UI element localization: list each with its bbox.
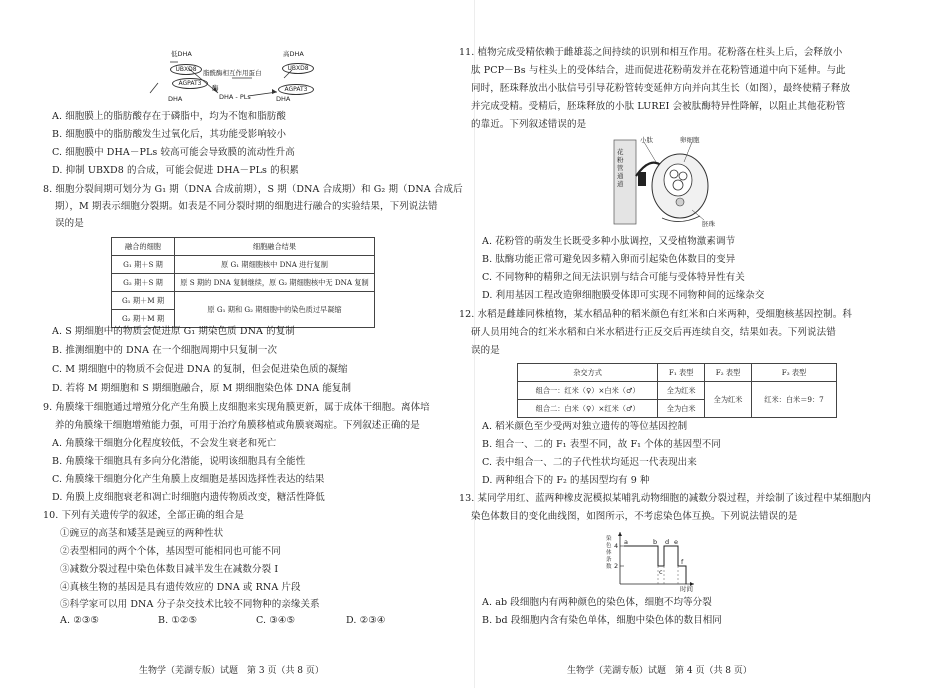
right-page bbox=[459, 0, 950, 688]
q11-egg-cell-label: 卵细胞 bbox=[680, 136, 700, 144]
q11-option-a: A. 花粉管的萌发生长既受多种小肽调控，又受植物激素调节 bbox=[482, 236, 736, 247]
q8-row2-result: 原 S 期的 DNA 复制继续，原 G₂ 期细胞核中无 DNA 复制 bbox=[175, 274, 375, 292]
q8-table bbox=[111, 237, 375, 328]
q11-text-line-1: 11. 植物完成受精依赖于雌雄蕊之间持续的识别和相互作用。花粉落在柱头上后，会释放小 bbox=[459, 47, 843, 58]
q13-point-b: b bbox=[653, 538, 658, 546]
q12-row2-cross: 组合二：白米（♀）×红米（♂） bbox=[518, 400, 658, 418]
q13-option-a: A. ab 段细胞内有两种颜色的染色体，细胞不均等分裂 bbox=[482, 597, 712, 608]
q11-option-d: D. 利用基因工程改造卵细胞膜受体即可实现不同物种间的远缘杂交 bbox=[482, 290, 765, 301]
q10-option-c: C. ③④⑤ bbox=[256, 615, 296, 626]
q13-y-tick-4: 4 bbox=[614, 542, 619, 550]
q8-option-a: A. S 期细胞中的物质会促进原 G₁ 期染色质 DNA 的复制 bbox=[52, 326, 295, 337]
q8-row3-cells: G₁ 期＋M 期 bbox=[112, 292, 175, 310]
q13-y-label: 染色体条数 bbox=[606, 536, 612, 570]
q11-figure-drawing bbox=[610, 136, 720, 232]
q8-option-b: B. 推测细胞中的 DNA 在一个细胞周期中只复制一次 bbox=[52, 345, 278, 356]
table-row bbox=[112, 292, 375, 310]
q7-agpat3-right: AGPAT3 bbox=[278, 84, 314, 95]
q12-option-b: B. 组合一、二的 F₁ 表型不同，故 F₁ 个体的基因型不同 bbox=[482, 439, 721, 450]
q12-table bbox=[517, 363, 837, 418]
q7-option-c: C. 细胞膜中 DHA－PLs 较高可能会导致膜的流动性升高 bbox=[52, 147, 295, 158]
q11-text-line-5: 的靠近。下列叙述错误的是 bbox=[471, 119, 587, 130]
q7-option-b: B. 细胞膜中的脂肪酸发生过氧化后，其功能受影响较小 bbox=[52, 129, 287, 140]
q9-option-c: C. 角膜缘干细胞分化产生角膜上皮细胞是基因选择性表达的结果 bbox=[52, 474, 325, 485]
q10-option-b: B. ①②⑤ bbox=[158, 615, 198, 626]
q12-text-line-2: 研人员用纯合的红米水稻和白米水稻进行正反交后再连续自交，结果如表。下列说法错 bbox=[471, 327, 836, 338]
left-page-footer: 生物学（芜湖专版）试题 第 3 页（共 8 页） bbox=[139, 666, 324, 676]
q13-graph bbox=[608, 528, 698, 592]
q9-option-a: A. 角膜缘干细胞分化程度较低，不会发生衰老和死亡 bbox=[52, 438, 277, 449]
q9-text-line-2: 养的角膜缘干细胞增殖能力强，可用于治疗角膜移植或角膜衰竭症。下列叙述正确的是 bbox=[55, 420, 420, 431]
q7-dha-pls: DHA - PLs bbox=[219, 93, 251, 101]
q8-row3-result: 原 G₁ 期和 G₂ 期细胞中的染色质过早凝缩 bbox=[175, 292, 375, 328]
q8-option-d: D. 若将 M 期细胞和 S 期细胞融合，原 M 期细胞染色体 DNA 能复制 bbox=[52, 383, 352, 394]
table-row bbox=[112, 274, 375, 292]
q12-row1-f1: 全为红米 bbox=[658, 382, 705, 400]
table-row bbox=[112, 256, 375, 274]
q10-option-d: D. ②③④ bbox=[346, 615, 386, 626]
q9-text-line-1: 9. 角膜缘干细胞通过增殖分化产生角膜上皮细胞来实现角膜更新，属于成体干细胞。离体培 bbox=[43, 402, 430, 413]
q12-option-c: C. 表中组合一、二的子代性状均延迟一代表现出来 bbox=[482, 457, 697, 468]
q12-header-cross: 杂交方式 bbox=[518, 364, 658, 382]
q13-point-d: d bbox=[665, 538, 670, 546]
table-row bbox=[518, 382, 837, 400]
q12-f3-cell: 红米：白米＝9：7 bbox=[751, 382, 836, 418]
q8-row2-cells: G₂ 期＋S 期 bbox=[112, 274, 175, 292]
q12-row1-cross: 组合一：红米（♀）×白米（♂） bbox=[518, 382, 658, 400]
q7-option-d: D. 抑制 UBXD8 的合成，可能会促进 DHA－PLs 的积累 bbox=[52, 165, 299, 176]
q12-text-line-1: 12. 水稻是雌雄同株植物，某水稻品种的稻米颜色有红米和白米两种，受细胞核基因控制。科 bbox=[459, 309, 852, 320]
q7-ubxd8-left: UBXD8 bbox=[170, 64, 202, 75]
q13-point-e: e bbox=[674, 538, 678, 546]
q7-dha-right: DHA bbox=[276, 95, 291, 103]
q11-text-line-4: 并完成受精。受精后，胚珠释放的小肽 LUREI 会被肽酶特异性降解，以阻止其他花粉管 bbox=[471, 101, 846, 112]
q11-channel-label: 花粉管通道 bbox=[617, 148, 624, 188]
q8-text-line-3: 误的是 bbox=[55, 218, 84, 229]
q13-x-label: 时间 bbox=[680, 585, 693, 593]
q7-low-dha-label: 低DHA bbox=[171, 50, 192, 58]
q13-option-b: B. bd 段细胞内含有染色单体，细胞中染色体的数目相同 bbox=[482, 615, 723, 626]
table-row bbox=[112, 238, 375, 256]
q8-row1-cells: G₁ 期＋S 期 bbox=[112, 256, 175, 274]
q11-text-line-3: 同时，胚珠释放出小肽信号引导花粉管转变延伸方向并向其生长（如图），最终使精子释放 bbox=[471, 83, 851, 94]
q7-option-a: A. 细胞膜上的脂肪酸存在于磷脂中，均为不饱和脂肪酸 bbox=[52, 111, 287, 122]
q12-row2-f1: 全为白米 bbox=[658, 400, 705, 418]
q11-small-peptide-label: 小肽 bbox=[640, 136, 653, 144]
q13-point-a: a bbox=[624, 538, 628, 546]
q8-row1-result: 原 G₁ 期细胞核中 DNA 进行复制 bbox=[175, 256, 375, 274]
q13-text-line-1: 13. 某同学用红、蓝两种橡皮泥模拟某哺乳动物细胞的减数分裂过程，并绘制了该过程中某细胞内 bbox=[459, 493, 872, 504]
q12-option-a: A. 稻米颜色至少受两对独立遗传的等位基因控制 bbox=[482, 421, 688, 432]
q12-header-f3: F₃ 表型 bbox=[751, 364, 836, 382]
q10-item-1: ①豌豆的高茎和矮茎是豌豆的两种性状 bbox=[60, 528, 224, 539]
q12-text-line-3: 误的是 bbox=[471, 345, 500, 356]
q9-option-b: B. 角膜缘干细胞具有多向分化潜能，说明该细胞具有全能性 bbox=[52, 456, 306, 467]
q8-option-c: C. M 期细胞中的物质不会促进 DNA 的复制，但会促进染色质的凝缩 bbox=[52, 364, 348, 375]
q11-figure bbox=[610, 136, 720, 232]
q7-high-dha-label: 高DHA bbox=[283, 50, 304, 58]
q8-text-line-1: 8. 细胞分裂间期可划分为 G₁ 期（DNA 合成前期），S 期（DNA 合成期）和 G₂ 期（DNA 合成后 bbox=[43, 184, 463, 195]
q12-f2-cell: 全为红米 bbox=[705, 382, 752, 418]
q13-point-c: c bbox=[659, 568, 663, 576]
q7-ubxd8-right: UBXD8 bbox=[282, 63, 314, 74]
q9-option-d: D. 角膜上皮细胞衰老和凋亡时细胞内遗传物质改变，糖活性降低 bbox=[52, 492, 325, 503]
q10-option-a: A. ②③⑤ bbox=[60, 615, 100, 626]
q10-item-3: ③减数分裂过程中染色体数目减半发生在减数分裂 Ⅰ bbox=[60, 564, 279, 575]
q11-ovule-label: 胚珠 bbox=[702, 220, 715, 228]
q13-y-tick-2: 2 bbox=[614, 562, 619, 570]
q10-item-2: ②表型相同的两个个体，基因型可能相同也可能不同 bbox=[60, 546, 281, 557]
q8-header-result: 细胞融合结果 bbox=[175, 238, 375, 256]
q7-agpat3-left: AGPAT3 bbox=[172, 78, 208, 89]
table-row bbox=[518, 364, 837, 382]
q11-text-line-2: 肽 PCP－Bs 与柱头上的受体结合，进而促进花粉萌发并在花粉管通道中向下延伸。与此 bbox=[471, 65, 846, 76]
right-page-footer: 生物学（芜湖专版）试题 第 4 页（共 8 页） bbox=[567, 666, 752, 676]
q7-dha-left: DHA bbox=[168, 95, 183, 103]
q12-option-d: D. 两种组合下的 F₂ 的基因型均有 9 种 bbox=[482, 475, 650, 486]
q12-header-f1: F₁ 表型 bbox=[658, 364, 705, 382]
q7-center-label-1: 脂酰酶相互作用蛋白 bbox=[203, 69, 262, 77]
q13-text-line-2: 染色体数目的变化曲线图，如图所示，不考虑染色体互换。下列说法错误的是 bbox=[471, 511, 798, 522]
q11-option-b: B. 肽酶功能正常可避免因多精入卵而引起染色体数目的变异 bbox=[482, 254, 736, 265]
q8-row4-cells: G₂ 期＋M 期 bbox=[112, 310, 175, 328]
q8-header-cells: 融合的细胞 bbox=[112, 238, 175, 256]
q10-item-4: ④真核生物的基因是具有遗传效应的 DNA 或 RNA 片段 bbox=[60, 582, 301, 593]
q12-header-f2: F₂ 表型 bbox=[705, 364, 752, 382]
q11-option-c: C. 不同物种的精卵之间无法识别与结合可能与受体特异性有关 bbox=[482, 272, 745, 283]
q13-point-f: f bbox=[681, 558, 684, 566]
q8-text-line-2: 期），M 期表示细胞分裂期。如表是不同分裂时期的细胞进行融合的实验结果，下列说法错 bbox=[55, 201, 438, 212]
q7-center-label-2: 酶 bbox=[212, 84, 219, 92]
q10-text: 10. 下列有关遗传学的叙述，全部正确的组合是 bbox=[43, 510, 244, 521]
q10-item-5: ⑤科学家可以用 DNA 分子杂交技术比较不同物种的亲缘关系 bbox=[60, 599, 320, 610]
